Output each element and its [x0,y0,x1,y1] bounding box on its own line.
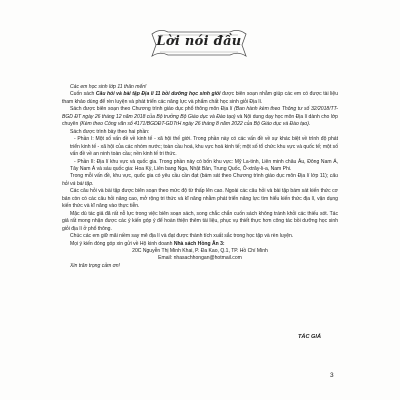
text: Mọi ý kiến đóng góp xin gửi về Hộ kinh doanh [70,240,174,247]
closing-thanks: Xin trân trọng cảm ơn! [70,262,120,269]
page-number: 3 [330,372,334,379]
title-banner [148,26,250,64]
paragraph-curriculum [62,106,338,128]
text-italic: câu hỏi và bài tập [62,173,338,187]
text: được biên soạn nhằm giúp các em có được tài liệu tham khảo dùng để rèn luyện và phát triển các năng lực và phẩm chất học sinh giỏi Địa lí. [62,91,339,105]
text: . [92,180,94,187]
greeting: Các em học sinh lớp 11 thân mến! [70,84,147,90]
text-italic: (Kèm theo Công văn số 4171/BGDĐT-GDTrH ngày 26 tháng 8 năm 2022 của Bộ Giáo dục và Đào tạo) [79,121,309,128]
contact-address: 20C Nguyễn Thị Minh Khai, P. Đa Kao, Q.1, TP. Hồ Chí Minh [132,247,268,254]
part-one: - Phần I: Một số vấn đề về kinh tế - xã hội thế giới. Trong phần này có các vấn đề về sự khác biệt về trình độ phát triển kinh tế - xã hội của các nhóm nước; toàn cầu hoá, khu vực hoá kinh tế; một số tổ chức khu vực và quốc tế; một số vấn đề về an ninh toàn cầu; nền kinh tế tri thức. [70,136,338,158]
page-title: Lời nói đầu [156,34,242,49]
part-two: - Phần II: Địa lí khu vực và quốc gia. Trong phần này có bốn khu vực: Mỹ La-tinh, Liên minh châu Âu, Đông Nam Á, Tây Nam Á và sáu quốc gia: Hoa Kỳ, Liên bang Nga, Nhật Bản, Trung Quốc, Ô-xtrây-li-a, Nam Phi. [70,158,338,172]
text: Trong mỗi vấn đề, khu vực, quốc gia có yêu cầu cần đạt (bám sát theo Chương trình giáo dục môn Địa lí lớp 11); [70,173,330,180]
text: . [308,121,311,128]
contact-intro [62,241,338,248]
text: và Nội dung dạy học môn Địa lí dành cho lớp chuyên [62,113,338,128]
paragraph-intro [62,91,338,106]
paragraph-feedback: Mặc dù tác giả đã rất nỗ lực trong việc biên soạn sách, song chắc chắn cuốn sách không tránh khỏi các thiếu sót. Tác giả rất mong nhận được các ý kiến góp ý để hoàn thiện thêm tài liệu, phục vụ thiết thực hơn công tác bồi dưỡng học sinh giỏi địa lí ở phổ thông. [62,210,338,232]
paragraph-structure: Sách được trình bày theo hai phần: [70,128,150,135]
paragraph-wishes: Chúc các em giữ mãi niềm say mê địa lí và đạt được thành tích xuất sắc trong học tập và rèn luyện. [70,233,294,240]
text: Cuốn sách [70,91,96,98]
company-name: Nhà sách Hồng Ân 3 [173,240,223,247]
paragraph-requirements [62,173,338,188]
text-italic: (Ban hành kèm theo Thông tư số 32/2018/TT-BGD ĐT ngày 26 tháng 12 năm 2018 của Bộ trưởng Bộ Giáo dục và Đào tạo) [62,106,338,120]
text: : [222,240,225,247]
preface-body [62,84,338,270]
author-signature: TÁC GIẢ [298,334,321,340]
contact-email: Email: nhasachhongan@hotmail.com [158,255,242,262]
text: Sách được biên soạn theo Chương trình giáo dục phổ thông môn Địa lí [70,106,235,113]
book-title: Câu hỏi và bài tập Địa lí 11 bồi dưỡng học sinh giỏi [95,91,221,98]
paragraph-questions: Các câu hỏi và bài tập được biên soạn theo mức độ từ thấp lên cao. Ngoài các câu hỏi và bài tập bám sát kiến thức cơ bản còn có các câu hỏi nâng cao, mở rộng tri thức và kĩ năng nhằm phát triển năng lực tìm hiểu kiến thức địa lí, vận dụng kiến thức và kĩ năng vào thực tiễn. [62,188,338,210]
